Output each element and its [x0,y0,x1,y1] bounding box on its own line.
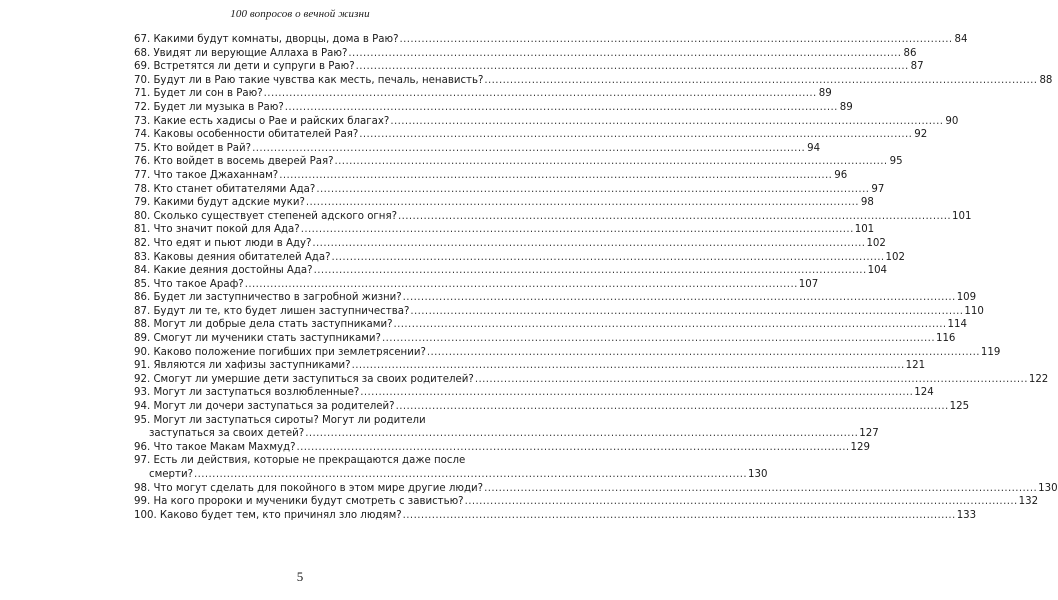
toc-entry-page: 124 [914,387,934,399]
toc-entry-title: 81. Что значит покой для Ада? [134,224,300,236]
toc-entry-title: 72. Будет ли музыка в Раю? [134,101,284,113]
toc-entry-title: 83. Каковы деяния обитателей Ада? [134,251,331,263]
toc-entry-page: 101 [952,210,972,222]
page-number: 5 [296,569,304,584]
toc-entry [134,87,832,101]
dot-leader [264,87,817,101]
toc-entry-title: 80. Сколько существует степеней адского огня? [134,210,397,222]
toc-entry-title: 90. Каково положение погибших при землетрясении? [134,346,426,358]
toc-entry-page: 107 [798,278,819,290]
dot-leader [279,169,832,183]
dot-leader [335,155,888,169]
toc-entry [134,400,970,414]
dot-leader [194,468,747,482]
toc-entry-title: 95. Могут ли заступаться сироты? Могут ли родители [134,414,426,426]
toc-entry-title: 84. Какие деяния достойны Ада? [134,265,313,277]
toc-entry-title-continued: заступаться за своих детей? [149,428,305,440]
toc-entry-page: 87 [910,61,924,73]
dot-leader [398,210,951,224]
toc-entry-page: 116 [935,333,956,345]
dot-leader [394,318,947,332]
toc-entry-title: 99. На кого пророки и мученики будут смотреть с завистью? [134,496,464,508]
toc-entry [134,495,1039,509]
toc-entry-page: 130 [1038,482,1058,494]
dot-leader [359,128,912,142]
toc-entry-title: 74. Каковы особенности обитателей Рая? [134,129,359,141]
toc-entry-page: 92 [914,129,928,141]
toc-entry [134,210,972,224]
toc-entry-page: 110 [964,305,984,317]
toc-entry [134,183,885,197]
toc-entry-title-continued: смерти? [149,469,193,480]
toc-entry [134,60,924,74]
dot-leader [301,223,854,237]
toc-entry [134,33,968,47]
toc-entry [134,251,905,265]
toc-entry [134,441,870,455]
toc-entry [134,169,848,183]
toc-entry-page: 127 [859,428,879,440]
toc-entry-page: 84 [954,34,968,45]
toc-entry-continuation [134,468,768,482]
toc-entry-page: 98 [860,197,874,209]
toc-entry [134,155,903,169]
toc-entry-title: 68. Увидят ли верующие Аллаха в Раю? [134,47,348,59]
toc-entry [134,74,1053,88]
dot-leader [403,291,956,305]
toc-entry-title: 86. Будет ли заступничество в загробной жизни? [134,292,402,304]
toc-entry-page: 109 [956,292,977,304]
toc-entry-title: 71. Будет ли сон в Раю? [134,88,263,100]
toc-entry-title: 77. Что такое Джаханнам? [134,169,279,181]
toc-entry-page: 96 [834,169,848,181]
dot-leader [475,373,1028,387]
dot-leader [352,359,905,373]
toc-entry [134,359,926,373]
toc-entry-page: 97 [871,183,885,195]
toc-entry-page: 121 [905,360,926,372]
toc-entry [134,47,917,61]
toc-entry-title: 75. Кто войдет в Рай? [134,142,252,154]
toc-entry [134,142,821,156]
dot-leader [285,101,838,115]
dot-leader [403,509,956,523]
dot-leader [484,482,1037,496]
toc-entry-page: 89 [818,88,832,100]
dot-leader [396,400,949,414]
toc-entry [134,128,928,142]
toc-entry [134,101,853,115]
toc-entry-title: 69. Встретятся ли дети и супруги в Раю? [134,61,355,73]
toc-entry-title: 98. Что могут сделать для покойного в этом мире другие люди? [134,482,484,494]
toc-entry [134,482,1058,496]
toc-entry-page: 133 [956,509,977,521]
toc-entry-page: 86 [903,47,917,59]
toc-entry-title: 88. Могут ли добрые дела стать заступниками? [134,319,393,331]
dot-leader [427,346,980,360]
toc-entry-page: 129 [850,441,870,453]
dot-leader [356,60,909,74]
dot-leader [484,74,1037,88]
toc-entry-page: 125 [949,401,970,413]
toc-entry-title: 85. Что такое Араф? [134,278,244,290]
toc-entry [134,454,466,468]
toc-entry-page: 89 [839,101,853,113]
toc-entry [134,223,875,237]
toc-entry [134,264,888,278]
dot-leader [306,196,859,210]
toc-entry [134,386,934,400]
toc-entry-page: 90 [945,115,959,127]
toc-entry-continuation [134,427,879,441]
toc-entry-title: 79. Какими будут адские муки? [134,197,305,209]
toc-entry-page: 122 [1028,373,1049,385]
toc-entry-title: 89. Смогут ли мученики стать заступниками? [134,333,381,345]
dot-leader [314,264,867,278]
dot-leader [296,441,849,455]
dot-leader [465,495,1018,509]
dot-leader [382,332,935,346]
toc-entry-page: 94 [807,142,821,154]
dot-leader [360,386,913,400]
toc-entry-title: 97. Есть ли действия, которые не прекращаются даже после [134,455,466,467]
dot-leader [410,305,963,319]
toc-entry-page: 119 [980,346,1001,358]
toc-entry-title: 87. Будут ли те, кто будет лишен заступничества? [134,305,410,317]
toc-entry-page: 102 [885,251,905,263]
toc-entry-title: 78. Кто станет обитателями Ада? [134,183,316,195]
toc-entry [134,278,819,292]
toc-entry [134,237,886,251]
toc-entry-title: 92. Смогут ли умершие дети заступиться за своих родителей? [134,373,474,385]
toc-entry-title: 70. Будут ли в Раю такие чувства как месть, печаль, ненависть? [134,74,484,86]
toc-entry [134,414,461,428]
dot-leader [316,183,869,197]
toc-entry-page: 102 [866,237,886,249]
toc-entry [134,373,1049,387]
toc-entry-title: 67. Какими будут комнаты, дворцы, дома в Раю? [134,34,399,45]
dot-leader [252,142,805,156]
toc-entry [134,332,956,346]
dot-leader [312,237,865,251]
dot-leader [305,427,858,441]
toc-entry [134,115,959,129]
toc-entry [134,291,977,305]
toc-entry [134,305,984,319]
toc-entry-page: 88 [1039,74,1053,86]
toc-entry-page: 132 [1018,496,1039,508]
toc-entry-title: 73. Какие есть хадисы о Рае и райских благах? [134,115,390,127]
dot-leader [245,278,798,292]
toc-entry-page: 101 [854,224,875,236]
toc-entry [134,346,1001,360]
toc-entry-title: 94. Могут ли дочери заступаться за родителей? [134,401,395,413]
dot-leader [399,33,952,47]
toc-entry [134,196,874,210]
toc-entry-page: 114 [947,319,967,331]
running-header: 100 вопросов о вечной жизни [230,8,370,20]
dot-leader [348,47,901,61]
toc-entry-title: 91. Являются ли хафизы заступниками? [134,360,351,372]
toc-entry-title: 100. Каково будет тем, кто причинял зло людям? [134,509,402,521]
toc-entry [134,318,967,332]
toc-entry [134,509,977,523]
toc-entry-page: 95 [889,156,903,168]
toc-entry-title: 82. Что едят и пьют люди в Аду? [134,237,312,249]
toc-entry-title: 76. Кто войдет в восемь дверей Рая? [134,156,334,168]
dot-leader [390,115,943,129]
toc-entry-title: 96. Что такое Макам Махмуд? [134,441,296,453]
toc-entry-title: 93. Могут ли заступаться возлюбленные? [134,387,360,399]
table-of-contents [134,33,1058,522]
toc-entry-page: 130 [748,469,768,480]
toc-entry-page: 104 [867,265,888,277]
dot-leader [332,251,885,265]
